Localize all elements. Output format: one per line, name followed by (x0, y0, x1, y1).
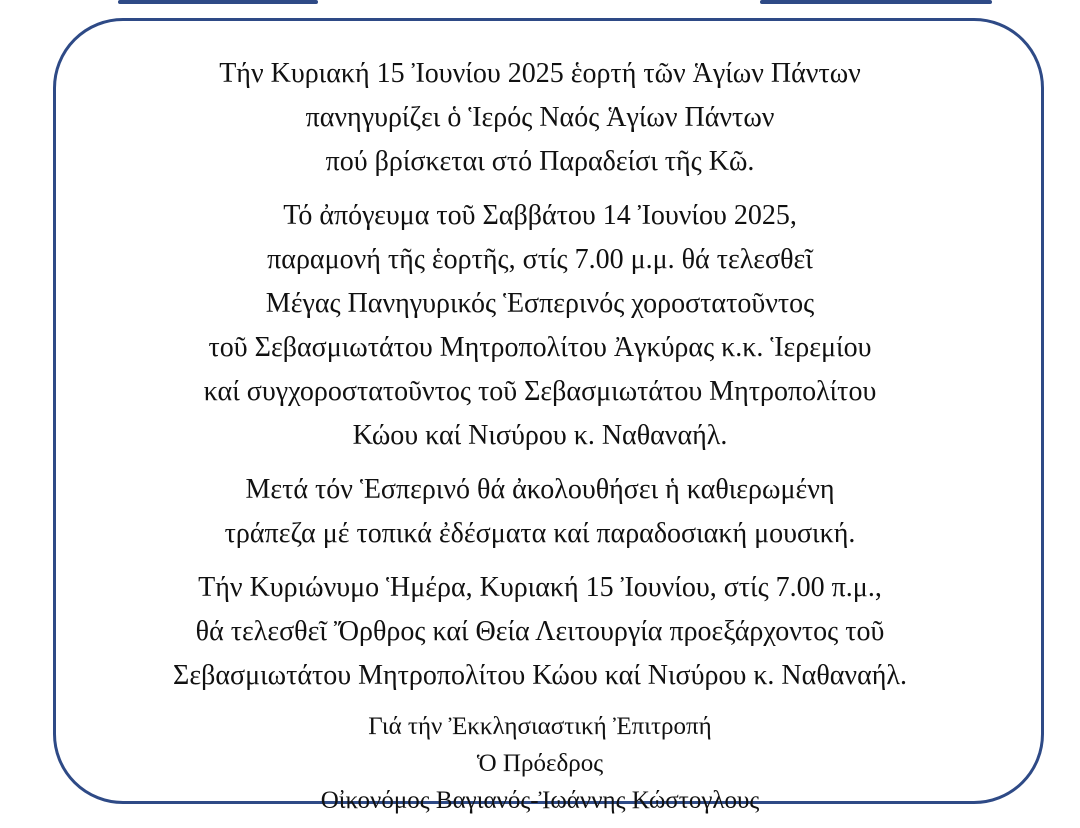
text-line: πού βρίσκεται στό Παραδείσι τῆς Κῶ. (325, 146, 755, 177)
text-line: τράπεζα μέ τοπικά ἐδέσματα καί παραδοσιακή μουσική. (224, 518, 856, 549)
paragraph-feast-announcement (0, 52, 1080, 184)
paragraph-liturgy (0, 566, 1080, 698)
text-line: καί συγχοροστατοῦντος τοῦ Σεβασμιωτάτου Μητροπολίτου (203, 376, 877, 407)
text-line: Τήν Κυριώνυμο Ἡμέρα, Κυριακή 15 Ἰουνίου, στίς 7.00 π.μ., (198, 572, 882, 603)
text-line: Μετά τόν Ἑσπερινό θά ἀκολουθήσει ἡ καθιερωμένη (245, 474, 835, 505)
text-line: πανηγυρίζει ὁ Ἱερός Ναός Ἁγίων Πάντων (305, 102, 775, 133)
announcement-body (0, 52, 1080, 819)
paragraph-table-meal (0, 468, 1080, 556)
signature-name: Οἰκονόμος Βαγιανός-Ἰωάννης Κώστογλους (320, 787, 760, 814)
text-line: Μέγας Πανηγυρικός Ἑσπερινός χοροστατοῦντος (265, 288, 815, 319)
text-line: Σεβασμιωτάτου Μητροπολίτου Κώου καί Νισύρου κ. Ναθαναήλ. (173, 660, 907, 691)
signature-committee: Γιά τήν Ἐκκλησιαστική Ἐπιτροπή (368, 713, 712, 740)
signature-block (0, 708, 1080, 819)
top-decorative-line-left (118, 0, 318, 4)
paragraph-vespers (0, 194, 1080, 458)
text-line: Τό ἀπόγευμα τοῦ Σαββάτου 14 Ἰουνίου 2025, (283, 200, 797, 231)
text-line: τοῦ Σεβασμιωτάτου Μητροπολίτου Ἀγκύρας κ.κ. Ἱερεμίου (208, 332, 872, 363)
text-line: θά τελεσθεῖ Ὄρθρος καί Θεία Λειτουργία προεξάρχοντος τοῦ (195, 616, 885, 647)
text-line: Κώου καί Νισύρου κ. Ναθαναήλ. (352, 420, 728, 451)
signature-role: Ὁ Πρόεδρος (476, 750, 604, 777)
top-decorative-line-right (760, 0, 992, 4)
text-line: παραμονή τῆς ἑορτῆς, στίς 7.00 μ.μ. θά τελεσθεῖ (267, 244, 813, 275)
text-line: Τήν Κυριακή 15 Ἰουνίου 2025 ἑορτή τῶν Ἁγίων Πάντων (219, 58, 861, 89)
